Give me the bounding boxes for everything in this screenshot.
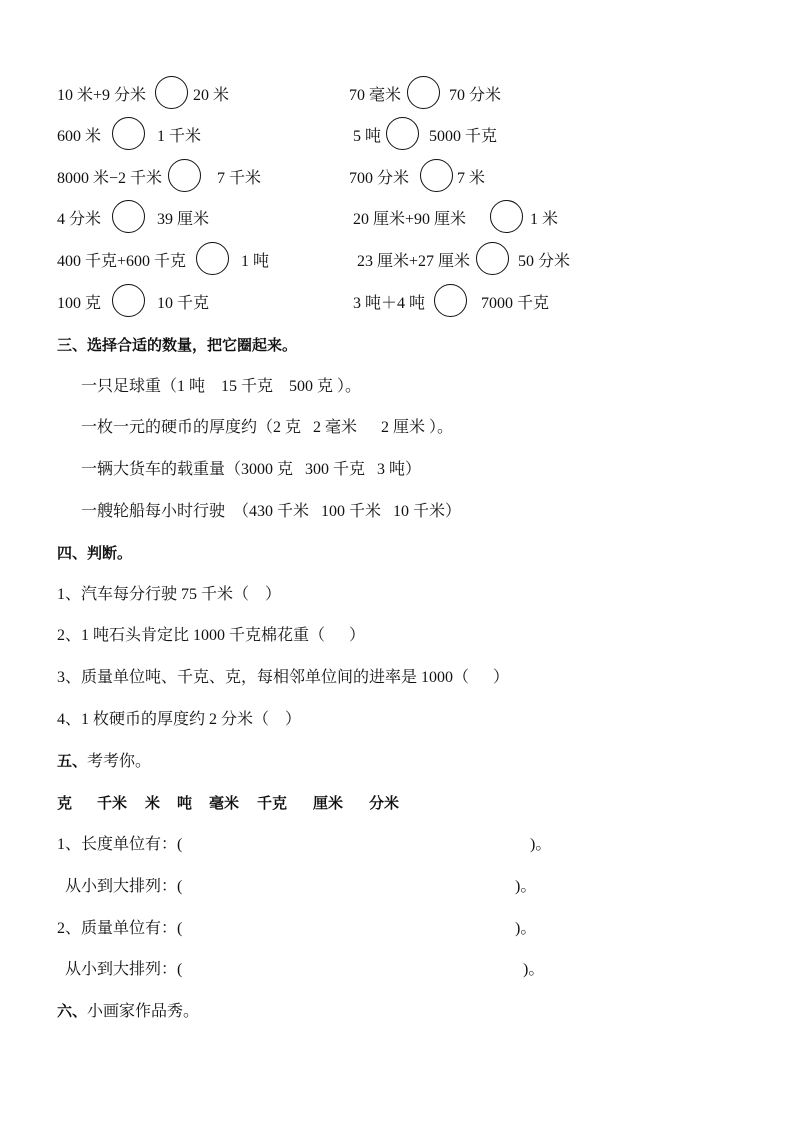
section-5-title [57, 751, 151, 772]
right-expr: 5000 千克 [429, 128, 498, 145]
section-3-title: 三、选择合适的数量，把它圈起来。 [57, 336, 298, 354]
left-expr: 3 吨＋4 吨 [353, 295, 426, 312]
fill-close: )。 [523, 961, 545, 978]
right-expr: 39 厘米 [157, 211, 210, 228]
judge-item[interactable]: 2、1 吨石头肯定比 1000 千克棉花重（ ） [57, 627, 366, 644]
left-expr: 5 吨 [353, 128, 382, 145]
unit-word: 厘米 [313, 794, 344, 812]
answer-circle[interactable] [196, 242, 229, 275]
fill-label: 从小到大排列：( [65, 878, 183, 895]
choice-item[interactable]: 一辆大货车的载重量（3000 克 300 千克 3 吨） [81, 461, 422, 478]
right-expr: 1 米 [530, 211, 559, 228]
unit-word: 米 [145, 794, 161, 812]
section-6-title [57, 1001, 199, 1022]
fill-label: 1、长度单位有：( [57, 836, 183, 853]
right-expr: 1 吨 [241, 253, 270, 270]
unit-word: 分米 [369, 794, 400, 812]
section-4-title: 四、判断。 [57, 544, 133, 562]
choice-item[interactable]: 一艘轮船每小时行驶 （430 千米 100 千米 10 千米） [81, 503, 462, 520]
left-expr: 8000 米−2 千米 [57, 170, 163, 187]
answer-circle[interactable] [155, 76, 188, 109]
fill-close: )。 [530, 836, 552, 853]
right-expr: 1 千米 [157, 128, 202, 145]
unit-word: 吨 [177, 794, 193, 812]
left-expr: 100 克 [57, 295, 102, 312]
answer-circle[interactable] [112, 117, 145, 150]
answer-circle[interactable] [112, 284, 145, 317]
left-expr: 600 米 [57, 128, 102, 145]
judge-item[interactable]: 3、质量单位吨、千克、克，每相邻单位间的进率是 1000（ ） [57, 669, 510, 686]
right-expr: 7000 千克 [481, 295, 550, 312]
unit-word: 千米 [97, 794, 128, 812]
answer-circle[interactable] [490, 200, 523, 233]
fill-label: 从小到大排列：( [65, 961, 183, 978]
answer-circle[interactable] [386, 117, 419, 150]
right-expr: 10 千克 [157, 295, 210, 312]
unit-word: 千克 [257, 794, 288, 812]
answer-circle[interactable] [420, 159, 453, 192]
fill-close: )。 [515, 878, 537, 895]
answer-circle[interactable] [168, 159, 201, 192]
left-expr: 400 千克+600 千克 [57, 253, 187, 270]
choice-item[interactable]: 一枚一元的硬币的厚度约（2 克 2 毫米 2 厘米 ）。 [81, 419, 454, 436]
right-expr: 7 米 [457, 170, 486, 187]
unit-word: 克 [57, 794, 73, 812]
left-expr: 70 毫米 [349, 87, 402, 104]
section-number: 五、 [57, 752, 88, 770]
answer-circle[interactable] [407, 76, 440, 109]
right-expr: 20 米 [193, 87, 230, 104]
right-expr: 50 分米 [518, 253, 571, 270]
left-expr: 20 厘米+90 厘米 [353, 211, 467, 228]
left-expr: 10 米+9 分米 [57, 87, 147, 104]
answer-circle[interactable] [112, 200, 145, 233]
right-expr: 70 分米 [449, 87, 502, 104]
left-expr: 700 分米 [349, 170, 410, 187]
left-expr: 4 分米 [57, 211, 102, 228]
judge-item[interactable]: 4、1 枚硬币的厚度约 2 分米（ ） [57, 711, 302, 728]
unit-word: 毫米 [209, 794, 240, 812]
fill-close: )。 [515, 920, 537, 937]
fill-label: 2、质量单位有：( [57, 920, 183, 937]
section-text: 考考你。 [87, 753, 152, 770]
left-expr: 23 厘米+27 厘米 [357, 253, 471, 270]
choice-item[interactable]: 一只足球重（1 吨 15 千克 500 克 ）。 [81, 378, 362, 395]
section-text: 小画家作品秀。 [87, 1003, 200, 1020]
answer-circle[interactable] [476, 242, 509, 275]
answer-circle[interactable] [434, 284, 467, 317]
judge-item[interactable]: 1、汽车每分行驶 75 千米（ ） [57, 586, 282, 603]
section-number: 六、 [57, 1002, 88, 1020]
right-expr: 7 千米 [217, 170, 262, 187]
